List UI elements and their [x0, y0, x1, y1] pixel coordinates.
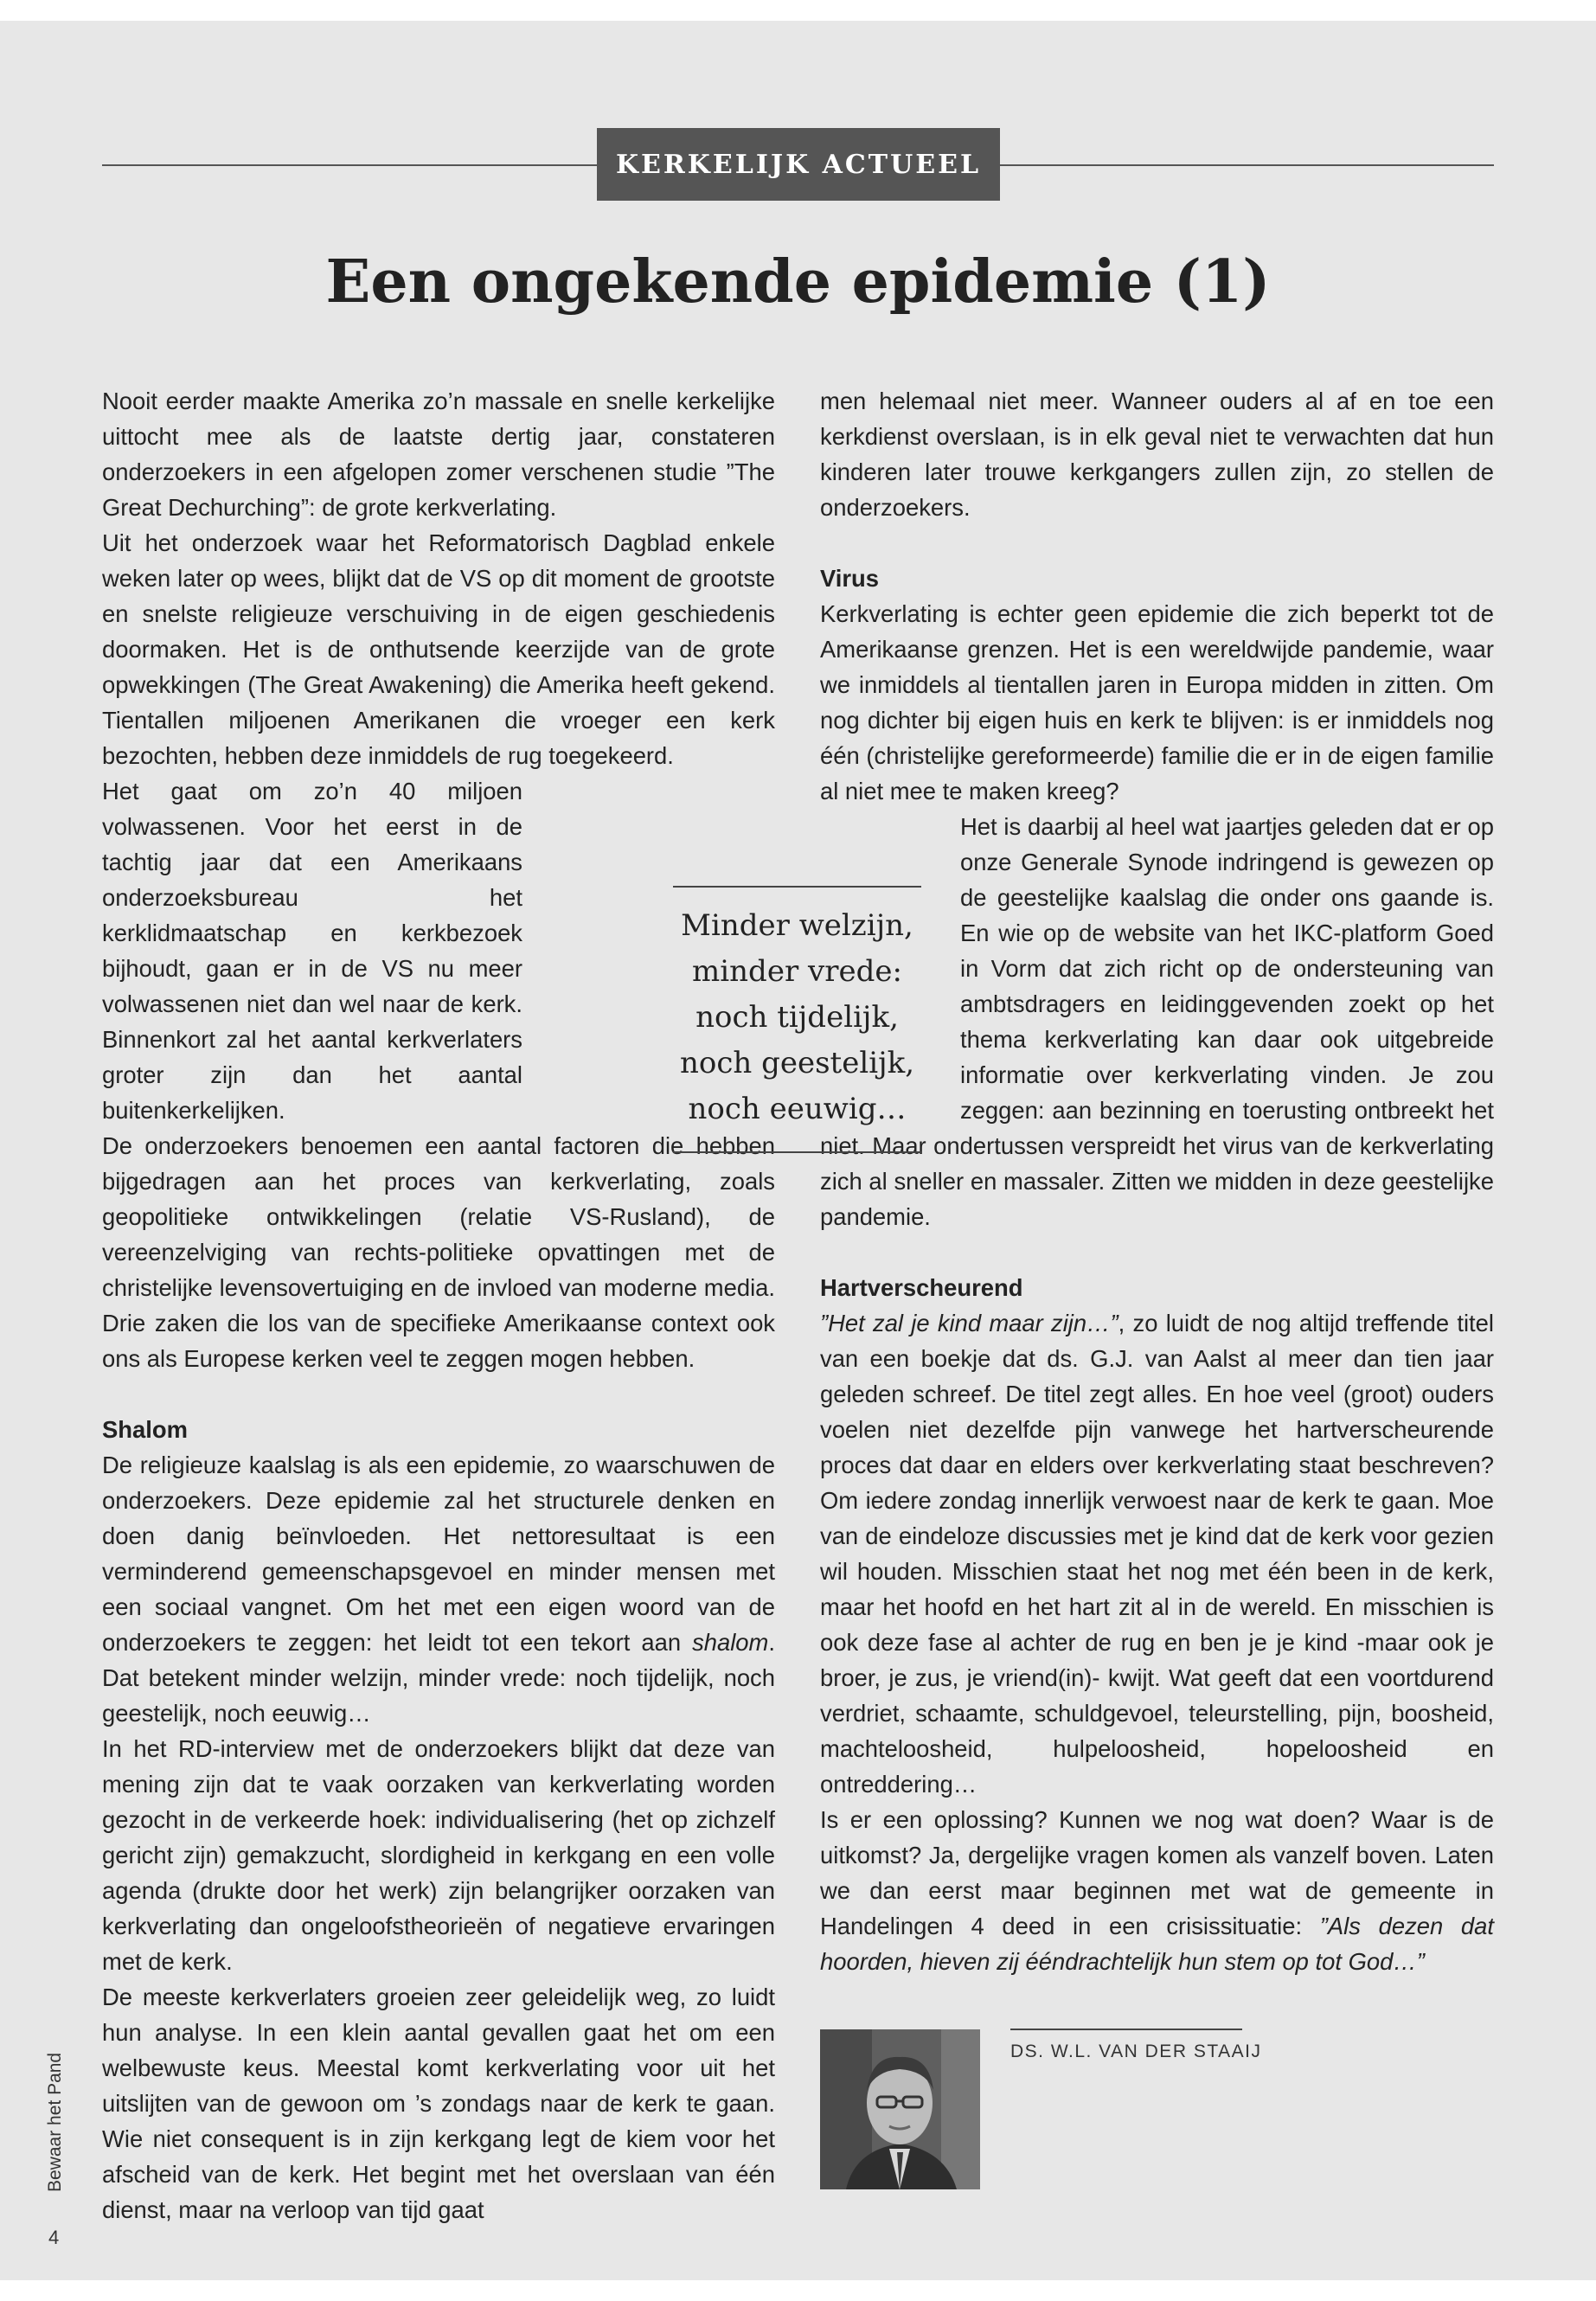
paragraph [820, 1802, 1494, 1979]
subheading-hartverscheurend: Hartverscheurend [820, 1274, 1023, 1301]
subheading-shalom: Shalom [102, 1416, 188, 1443]
paragraph: Uit het onderzoek waar het Reformatorisch Dagblad enkele weken later op wees, blijkt dat de VS op dit moment de grootste en snelste religieuze verschuiving in de eigen geschiedenis doormaken. Het is de onthutsende keerzijde van de grote opwekkingen (The Great Awakening) die Amerika heeft gekend. Tientallen miljoenen Amerikanen die vroeger een kerk bezochten, hebben deze inmiddels de rug toegekeerd. [102, 529, 775, 769]
text-run: , zo luidt de nog altijd treffende titel van een boekje dat ds. G.J. van Aalst al meer dan tien jaar geleden schreef. De titel zegt alles. En hoe veel (groot) ouders voelen niet dezelfde pijn vanwege het hartverscheurende proces dat daar en elders over kerkverlating staat beschreven? Om iedere zondag innerlijk verwoest naar de kerk te gaan. Moe van de eindeloze discussies met je kind dat de kerk voor gezien wil houden. Misschien staat het nog met één been in de kerk, maar het hoofd en het hart zit al in de wereld. En misschien is ook deze fase al achter de rug en ben je je kind -maar ook je broer, je zus, je vriend(in)- kwijt. Wat geeft dat een voortdurend verdriet, schaamte, schuldgevoel, teleurstelling, pijn, boosheid, machteloosheid, hulpeloosheid, hopeloosheid en ontreddering… [820, 1310, 1494, 1798]
right-column [820, 383, 1494, 1979]
pullquote-line: minder vrede: [692, 954, 902, 989]
section-label: KERKELIJK ACTUEEL [597, 128, 1000, 201]
article-title: Een ongekende epidemie (1) [325, 247, 1271, 317]
portrait-image [820, 2029, 980, 2189]
author-photo [820, 2029, 980, 2189]
paragraph [820, 1305, 1494, 1802]
text-run: Is er een oplossing? Kunnen we nog wat doen? Waar is de uitkomst? Ja, dergelijke vragen komen als vanzelf boven. Laten we dan eerst maar beginnen met wat de gemeente in Handelingen 4 deed in een crisissituatie: [820, 1806, 1494, 1939]
spacer [820, 1234, 1494, 1270]
header-rule-left [102, 164, 597, 166]
paragraph: men helemaal niet meer. Wanneer ouders al af en toe een kerkdienst overslaan, is in elk geval niet te verwachten dat hun kinderen later trouwe kerkgangers zullen zijn, zo stellen de onderzoekers. [820, 388, 1494, 521]
text-run: De religieuze kaalslag is als een epidemie, zo waarschuwen de onderzoekers. Deze epidemie zal het structurele denken en doen danig beïnvloeden. Het nettoresultaat is een verminderend gemeenschapsgevoel en minder mensen met een sociaal vangnet. Om het met een eigen woord van de onderzoekers te zeggen: het leidt tot een tekort aan [102, 1452, 775, 1656]
page [0, 21, 1596, 2280]
paragraph: De onderzoekers benoemen een aantal factoren die hebben bijgedragen aan het proces van kerkverlating, zoals geopolitieke ontwikkelingen (relatie VS-Rusland), de vereenzelviging van rechts-politieke opvattingen met de christelijke levensovertuiging en de invloed van moderne media. Drie zaken die los van de specifieke Amerikaanse context ook ons als Europese kerken veel te zeggen mogen hebben. [102, 1132, 775, 1372]
side-label: Bewaar het Pand [45, 2052, 65, 2192]
paragraph [102, 1447, 775, 1731]
text-run: . Dat betekent minder welzijn, minder vrede: noch tijdelijk, noch geestelijk, noch eeuwig… [102, 1629, 775, 1727]
spacer [820, 525, 1494, 561]
spacer [102, 1376, 775, 1412]
emphasis: shalom [692, 1629, 769, 1656]
header-rule-right [1000, 164, 1494, 166]
pullquote-line: noch tijdelijk, [695, 1000, 899, 1035]
left-column [102, 383, 775, 2227]
paragraph: Het is daarbij al heel wat jaartjes geleden dat er op onze Generale Synode indringend is gewezen op de geestelijke kaalslag die onder ons gaande is. En wie op de website van het IKC-platform Goed in Vorm dat zich richt op de ondersteuning van ambtsdragers en leidinggevenden zoekt op het thema kerkverlating kan daar ook uitgebreide informatie over kerkverlating vinden. Je zou zeggen: aan bezinning en toerusting ontbreekt het niet. Maar ondertussen verspreidt het virus van de kerkverlating zich al sneller en massaler. Zitten we midden in deze geestelijke pandemie. [820, 813, 1494, 1230]
paragraph: Nooit eerder maakte Amerika zo’n massale en snelle kerkelijke uittocht mee als de laatste dertig jaar, constateren onderzoekers in een afgelopen zomer verschenen studie ”The Great Dechurching”: de grote kerkverlating. [102, 388, 775, 521]
paragraph: In het RD-interview met de onderzoekers blijkt dat deze van mening zijn dat te vaak oorzaken van kerkverlating worden gezocht in de verkeerde hoek: individualisering (het op zichzelf gericht zijn) gemakzucht, slordigheid in kerkgang en een volle agenda (drukte door het werk) zijn belangrijker oorzaken van kerkverlating dan ongeloofstheorieën of negatieve ervaringen met de kerk. [102, 1735, 775, 1975]
pullquote-line: Minder welzijn, [681, 908, 913, 943]
emphasis: ”Het zal je kind maar zijn…” [820, 1310, 1118, 1336]
pullquote-line: noch eeuwig… [688, 1092, 907, 1126]
author-rule [1010, 2029, 1242, 2030]
author-name: DS. W.L. VAN DER STAAIJ [1010, 2041, 1262, 2061]
pullquote-line: noch geestelijk, [679, 1046, 915, 1080]
subheading-virus: Virus [820, 565, 880, 592]
paragraph: Het gaat om zo’n 40 miljoen volwassenen. Voor het eerst in de tachtig jaar dat een Amerikaans onderzoeksbureau het kerklidmaatschap en kerkbezoek bijhoudt, gaan er in de VS nu meer volwassenen niet dan wel naar de kerk. Binnenkort zal het aantal kerkverlaters groter zijn dan het aantal buitenkerkelijken. [102, 778, 522, 1124]
emphasis: ”Als dezen dat hoorden, hieven zij ééndrachtelijk hun stem op tot God…” [820, 1913, 1494, 1975]
paragraph: Kerkverlating is echter geen epidemie die zich beperkt tot de Amerikaanse grenzen. Het is een wereldwijde pandemie, waar we inmiddels al tientallen jaren in Europa midden in zitten. Om nog dichter bij eigen huis en kerk te blijven: is er inmiddels nog één (christelijke gereformeerde) familie die er in de eigen familie al niet mee te maken kreeg? [820, 600, 1494, 804]
paragraph: De meeste kerkverlaters groeien zeer geleidelijk weg, zo luidt hun analyse. In een klein aantal gevallen gaat het om een welbewuste keus. Meestal komt kerkverlating voor uit het uitslijten van de gewoon om ’s zondags naar de kerk te gaan. Wie niet consequent is in zijn kerkgang legt de kiem voor het afscheid van de kerk. Het begint met het overslaan van één dienst, maar na verloop van tijd gaat [102, 1984, 775, 2223]
page-number: 4 [48, 2227, 60, 2248]
pullquote [673, 886, 921, 1153]
